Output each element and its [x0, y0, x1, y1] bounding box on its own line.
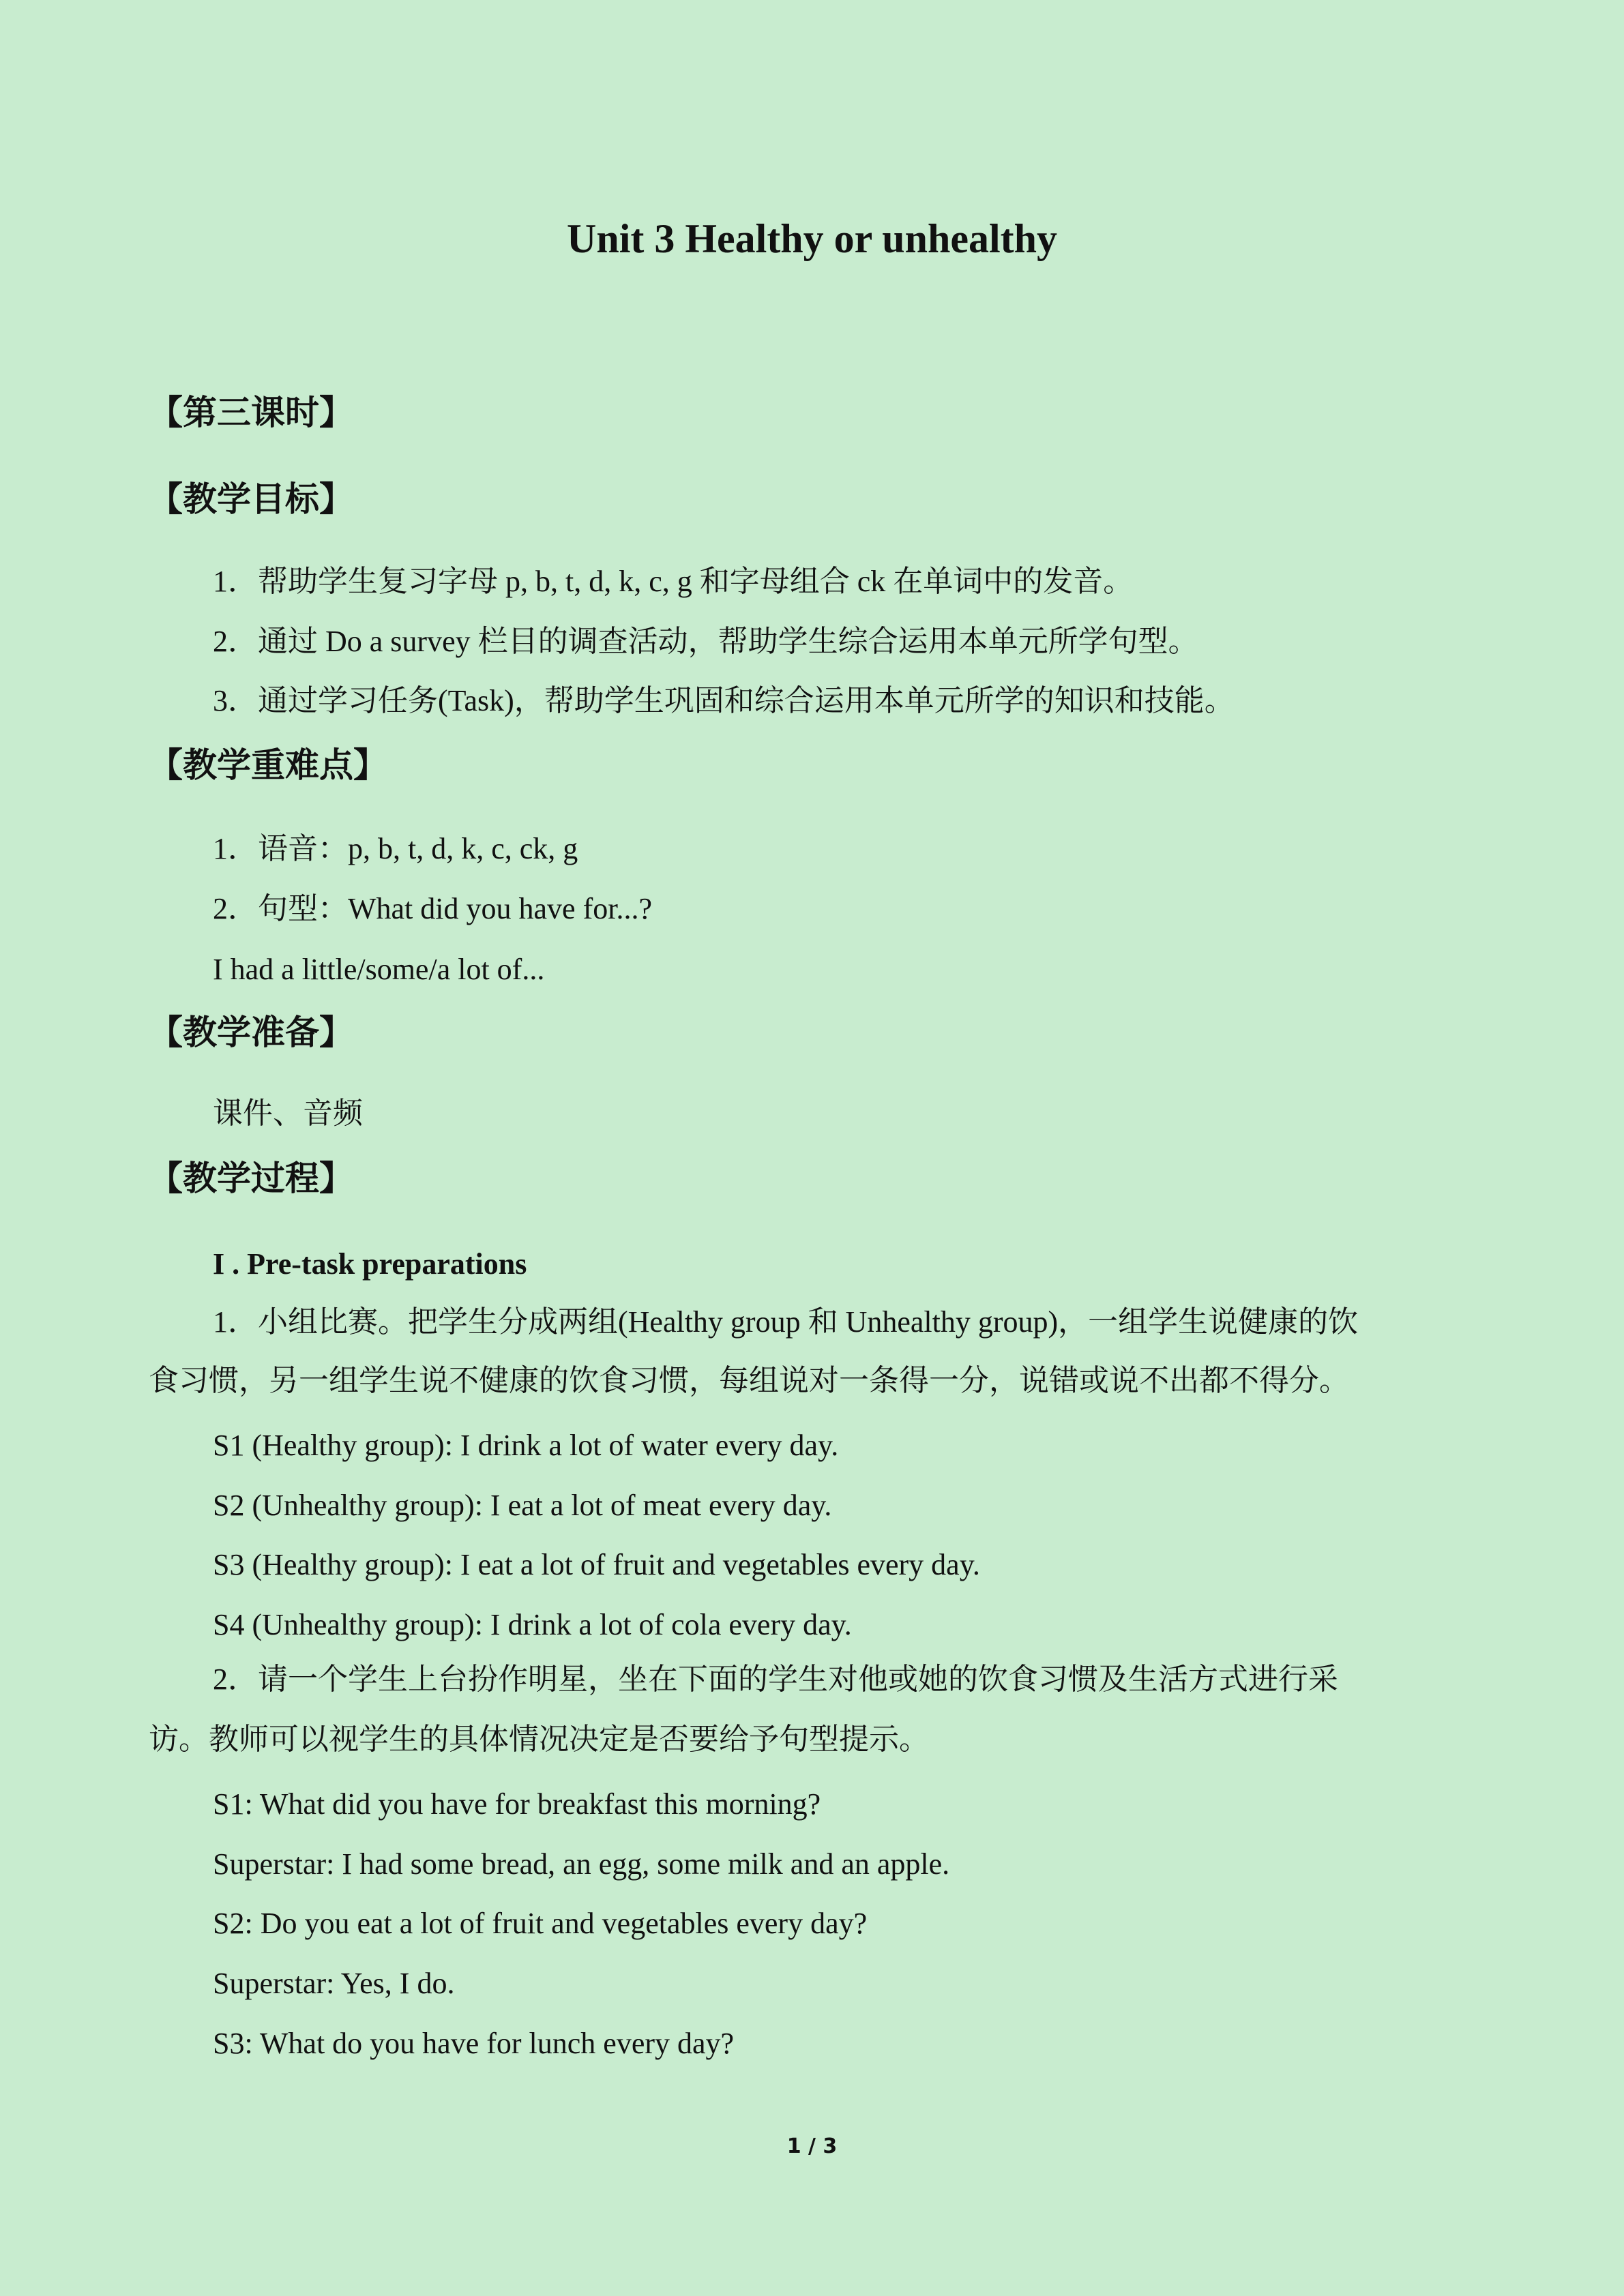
- process-heading: 【教学过程】: [149, 1159, 353, 1198]
- objective-item: 3．通过学习任务(Task)，帮助学生巩固和综合运用本单元所学的知识和技能。: [213, 684, 1235, 717]
- example-line: S4 (Unhealthy group): I drink a lot of cola every day.: [213, 1608, 852, 1641]
- example-line: S2 (Unhealthy group): I eat a lot of meat every day.: [213, 1489, 832, 1522]
- step1-line: 食习惯，另一组学生说不健康的饮食习惯，每组说对一条得一分，说错或说不出都不得分。: [149, 1364, 1349, 1397]
- objectives-heading: 【教学目标】: [149, 479, 353, 519]
- step1-line: 1．小组比赛。把学生分成两组(Healthy group 和 Unhealthy group)，一组学生说健康的饮: [213, 1305, 1359, 1339]
- objective-item: 2．通过 Do a survey 栏目的调查活动，帮助学生综合运用本单元所学句型。: [213, 625, 1198, 658]
- key-point-item: 2．句型：What did you have for...?: [213, 892, 652, 925]
- step2-line: 访。教师可以视学生的具体情况决定是否要给予句型提示。: [149, 1723, 929, 1756]
- example-line: S1: What did you have for breakfast this morning?: [213, 1787, 821, 1821]
- key-point-item: 1．语音：p, b, t, d, k, c, ck, g: [213, 832, 578, 865]
- lesson-tag: 【第三课时】: [149, 393, 353, 432]
- example-line: S2: Do you eat a lot of fruit and vegetables every day?: [213, 1907, 868, 1940]
- key-point-item: I had a little/some/a lot of...: [213, 953, 545, 986]
- document-title: Unit 3 Healthy or unhealthy: [567, 216, 1057, 261]
- step2-line: 2．请一个学生上台扮作明星，坐在下面的学生对他或她的饮食习惯及生活方式进行采: [213, 1663, 1338, 1696]
- example-line: S1 (Healthy group): I drink a lot of water every day.: [213, 1429, 839, 1462]
- key-points-heading: 【教学重难点】: [149, 745, 387, 785]
- preparation-item: 课件、音频: [213, 1097, 363, 1130]
- example-line: S3 (Healthy group): I eat a lot of fruit and vegetables every day.: [213, 1548, 980, 1581]
- preparation-heading: 【教学准备】: [149, 1013, 353, 1052]
- example-line: Superstar: Yes, I do.: [213, 1967, 455, 2000]
- example-line: S3: What do you have for lunch every day?: [213, 2027, 735, 2060]
- objective-item: 1．帮助学生复习字母 p, b, t, d, k, c, g 和字母组合 ck 在单词中的发音。: [213, 565, 1134, 598]
- page-number: 1 / 3: [786, 2134, 838, 2158]
- example-line: Superstar: I had some bread, an egg, some milk and an apple.: [213, 1847, 950, 1881]
- process-subheading: I . Pre-task preparations: [213, 1247, 527, 1281]
